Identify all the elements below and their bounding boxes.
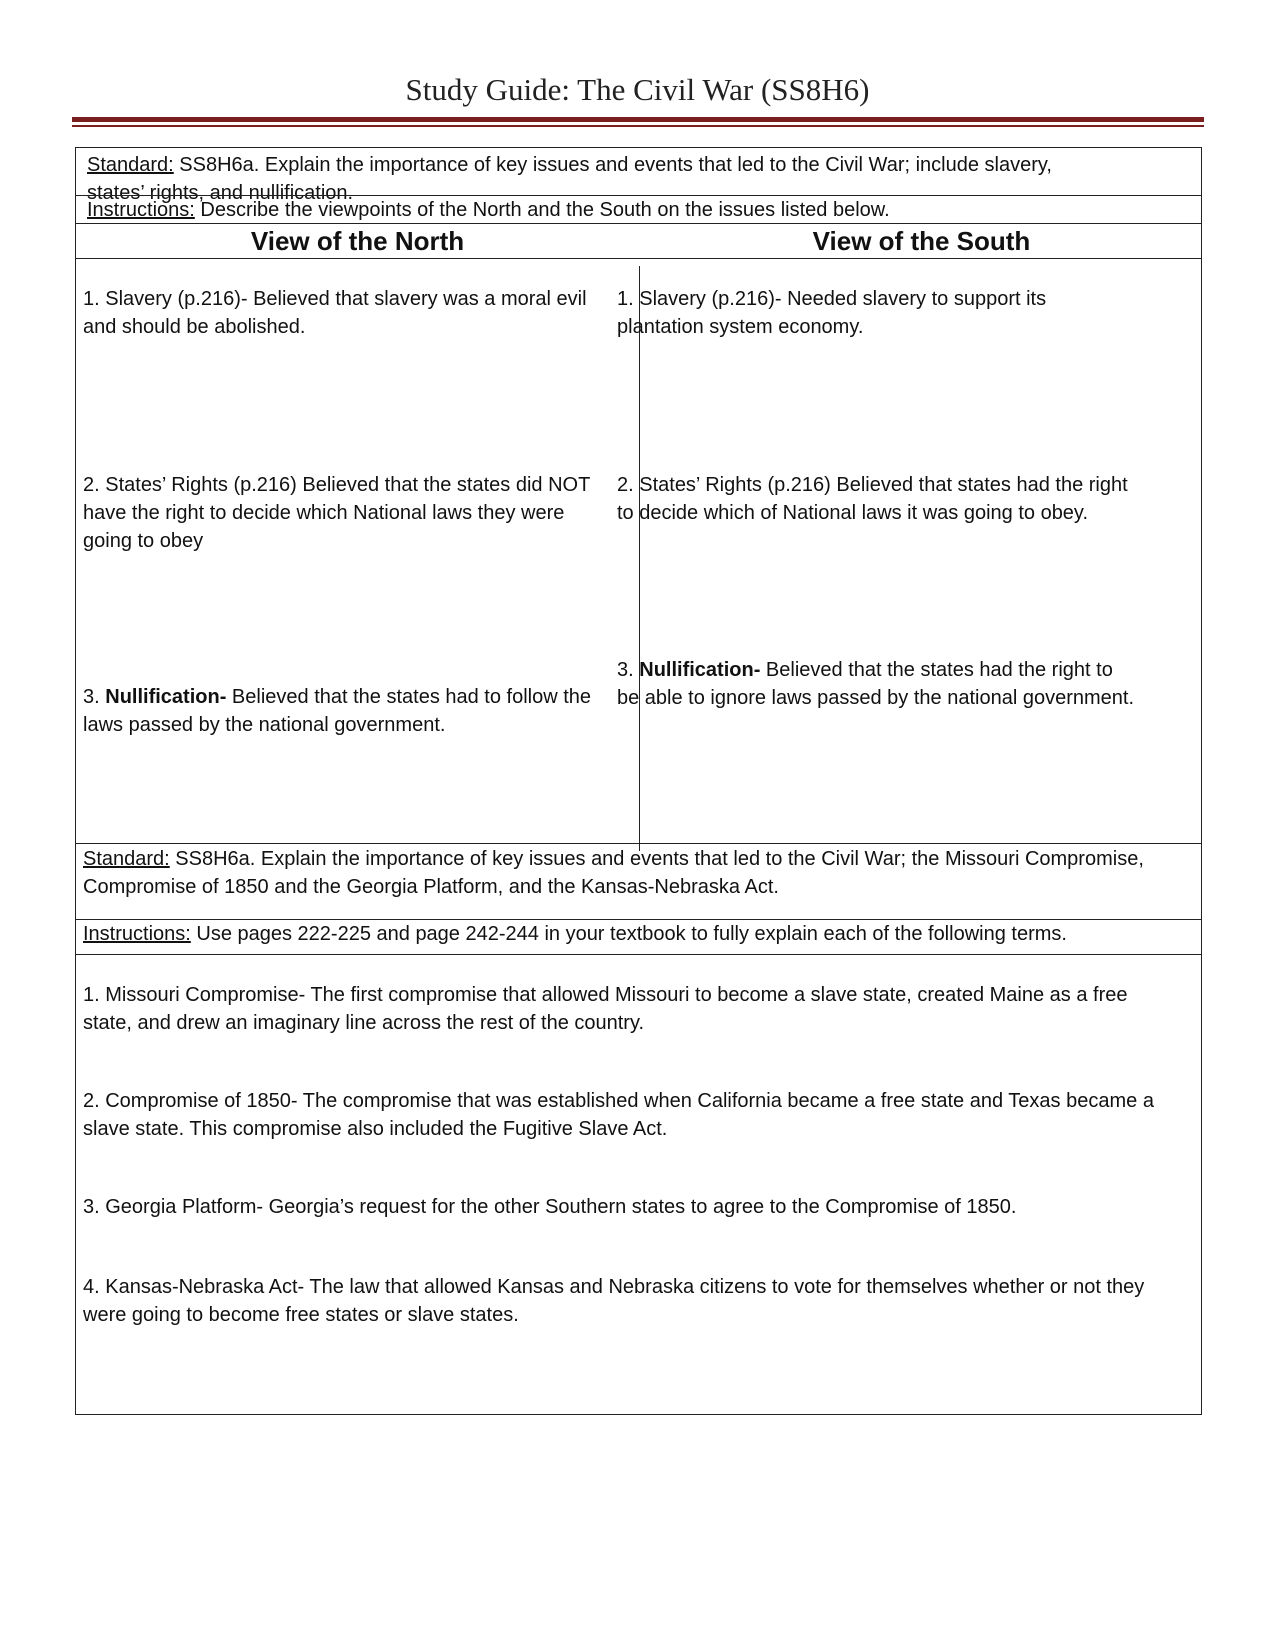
term-kansas-nebraska-act: 4. Kansas-Nebraska Act- The law that allowed Kansas and Nebraska citizens to vote for themselves whether or not they were going to become free states or slave states. [83, 1276, 1145, 1326]
column-divider [639, 266, 640, 851]
instructions-2-label: Instructions: [83, 923, 191, 945]
study-guide-table [75, 147, 1202, 1415]
divider [76, 843, 1201, 844]
standard-1-text: SS8H6a. Explain the importance of key issues and events that led to the Civil War; include slavery, states’ rights, and nullification. [87, 154, 1052, 204]
south-null-text: Believed that the states had the right to be able to ignore laws passed by the national government. [617, 659, 1135, 709]
divider [76, 954, 1201, 955]
page-title: Study Guide: The Civil War (SS8H6) [405, 72, 870, 107]
north-null-term: Nullification- [105, 686, 227, 708]
north-states-rights: 2. States’ Rights (p.216) Believed that the states did NOT have the right to decide which National laws they were going to obey [83, 474, 590, 552]
standard-2-label: Standard: [83, 848, 170, 870]
instructions-2-text: Use pages 222-225 and page 242-244 in your textbook to fully explain each of the following terms. [190, 923, 1067, 945]
title-rule-thick [72, 117, 1204, 122]
standard-1-label: Standard: [87, 154, 174, 176]
south-nullification [617, 656, 1137, 712]
north-nullification [83, 683, 598, 739]
south-header: View of the South [812, 226, 1031, 256]
term-compromise-1850: 2. Compromise of 1850- The compromise that was established when California became a free state and Texas became a slave state. This compromise also included the Fugitive Slave Act. [83, 1090, 1154, 1140]
south-states-rights: 2. States’ Rights (p.216) Believed that states had the right to decide which of National laws it was going to obey. [617, 474, 1128, 524]
south-null-num: 3. [617, 659, 640, 681]
term-georgia-platform: 3. Georgia Platform- Georgia’s request for the other Southern states to agree to the Compromise of 1850. [83, 1196, 1017, 1218]
north-null-text: Believed that the states had to follow the laws passed by the national government. [83, 686, 592, 736]
south-null-term: Nullification- [639, 659, 761, 681]
instructions-1-text: Describe the viewpoints of the North and the South on the issues listed below. [194, 199, 890, 221]
standard-2 [83, 845, 1163, 901]
north-null-num: 3. [83, 686, 106, 708]
instructions-2 [83, 920, 1183, 948]
north-header: View of the North [250, 226, 465, 256]
instructions-1 [87, 196, 1187, 224]
divider [76, 258, 1201, 259]
term-missouri-compromise: 1. Missouri Compromise- The first compromise that allowed Missouri to become a slave state, created Maine as a free state, and drew an imaginary line across the rest of the country. [83, 984, 1128, 1034]
instructions-1-label: Instructions: [87, 199, 195, 221]
title-rule-thin [72, 125, 1204, 127]
standard-2-text: SS8H6a. Explain the importance of key issues and events that led to the Civil War; the Missouri Compromise, Compromise of 1850 and the Georgia Platform, and the Kansas-Nebraska Act. [83, 848, 1144, 898]
north-slavery: 1. Slavery (p.216)- Believed that slavery was a moral evil and should be abolished. [83, 288, 587, 338]
south-slavery: 1. Slavery (p.216)- Needed slavery to support its plantation system economy. [617, 288, 1047, 338]
